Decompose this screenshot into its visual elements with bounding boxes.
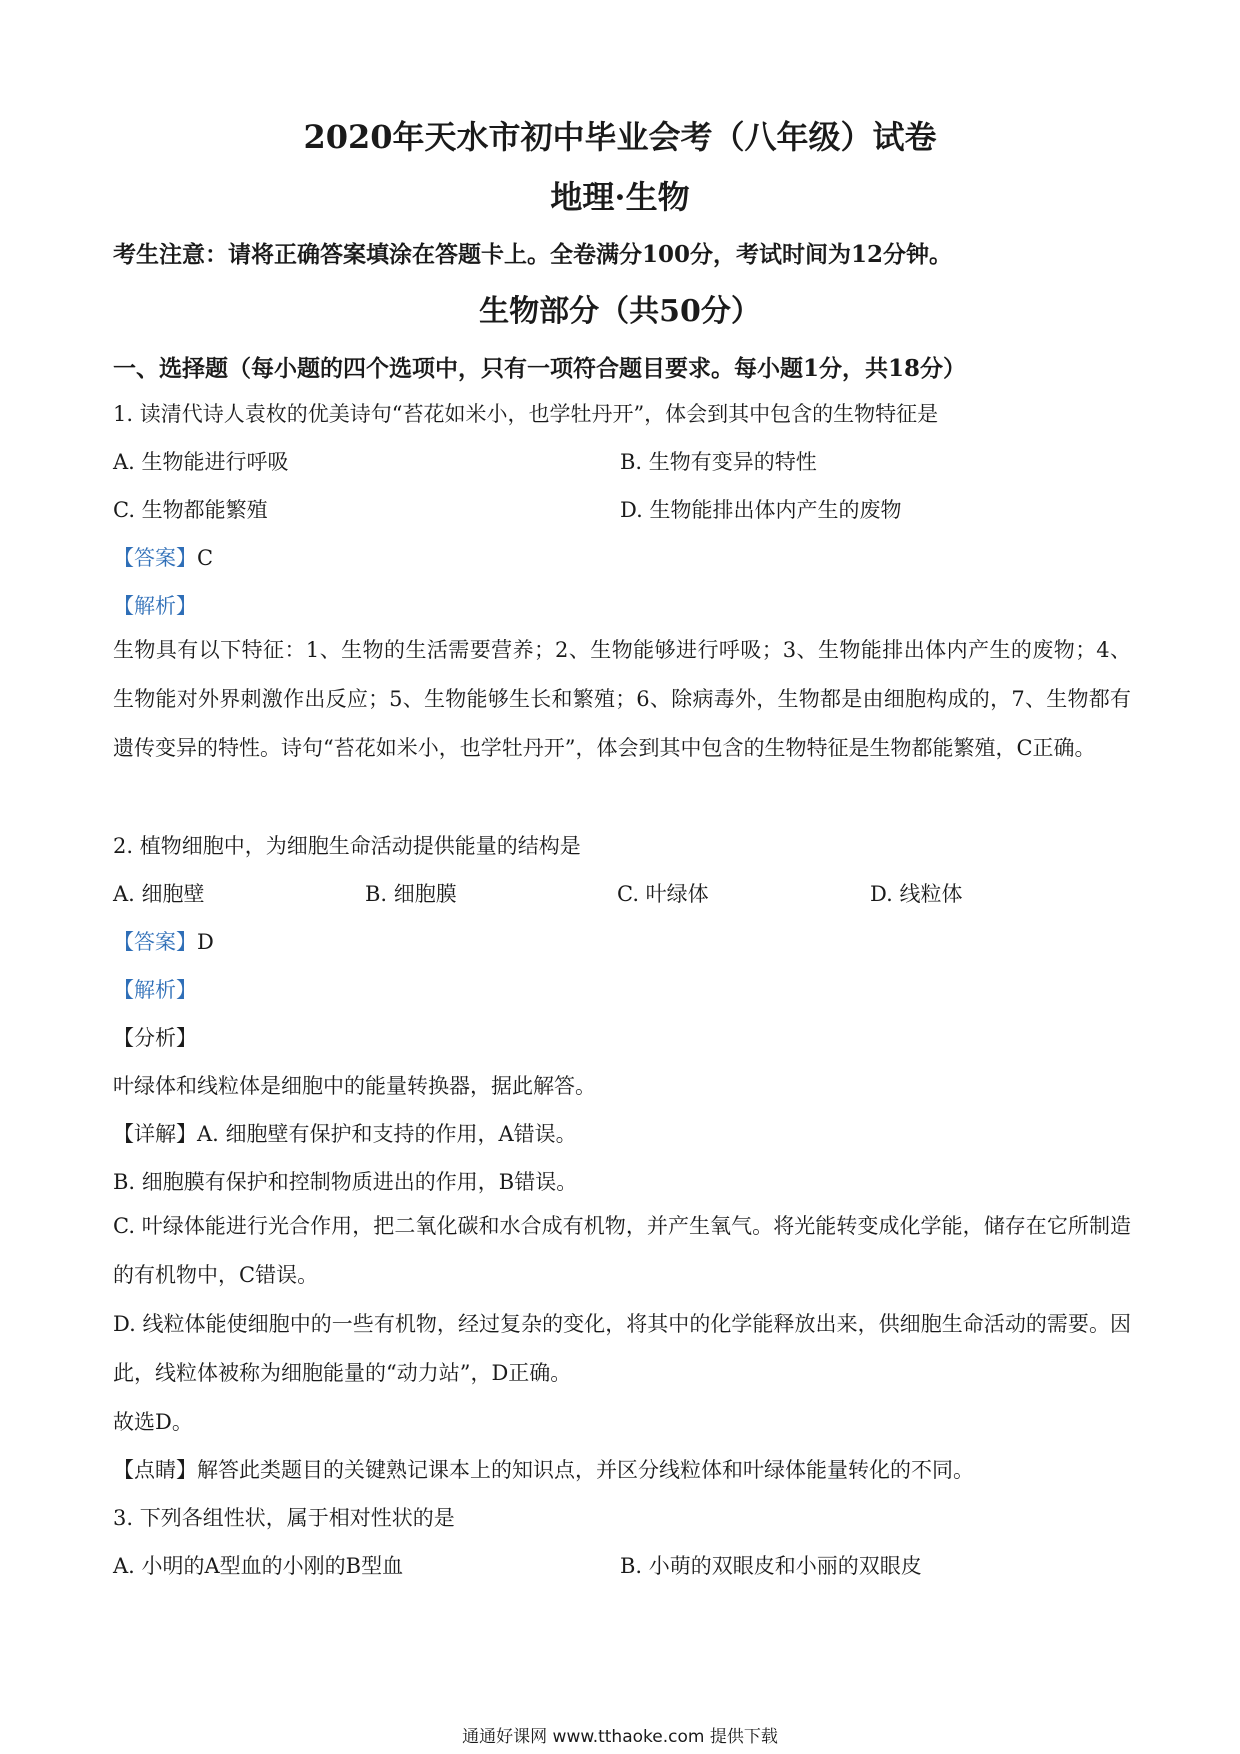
q2-option-a: A. 细胞壁: [113, 882, 205, 906]
answer-value: C: [197, 546, 214, 570]
q2-option-b: B. 细胞膜: [365, 882, 457, 906]
tip-text: 解答此类题目的关键熟记课本上的知识点，并区分线粒体和叶绿体能量转化的不同。: [197, 1458, 974, 1482]
q1-option-a: A. 生物能进行呼吸: [113, 450, 289, 474]
q1-option-c: C. 生物都能繁殖: [113, 498, 268, 522]
q1-analysis-tag: 【解析】: [113, 594, 197, 618]
answer-tag: 【答案】: [113, 930, 197, 954]
q1-answer: [113, 542, 213, 572]
tip-tag: 【点睛】: [113, 1458, 197, 1482]
q2-option-d: D. 线粒体: [870, 882, 963, 906]
answer-tag: 【答案】: [113, 546, 197, 570]
q3-option-a: A. 小明的A型血的小刚的B型血: [113, 1554, 404, 1578]
q1-stem: 1. 读清代诗人袁枚的优美诗句“苔花如米小，也学牡丹开”，体会到其中包含的生物特征是: [113, 402, 939, 426]
exam-title: 2020年天水市初中毕业会考（八年级）试卷: [303, 118, 937, 156]
q2-detail-a: [113, 1118, 577, 1148]
q1-option-b: B. 生物有变异的特性: [620, 450, 817, 474]
detail-tag: 【详解】: [113, 1122, 197, 1146]
answer-value: D: [197, 930, 214, 954]
q2-stem: 2. 植物细胞中，为细胞生命活动提供能量的结构是: [113, 834, 581, 858]
detail-a-text: A. 细胞壁有保护和支持的作用，A错误。: [197, 1122, 577, 1146]
q2-detail-d: D. 线粒体能使细胞中的一些有机物，经过复杂的变化，将其中的化学能释放出来，供细胞生命活动的需要。因此，线粒体被称为细胞能量的“动力站”，D正确。: [113, 1312, 1131, 1385]
q2-detail-c: C. 叶绿体能进行光合作用，把二氧化碳和水合成有机物，并产生氧气。将光能转变成化学能，储存在它所制造的有机物中，C错误。: [113, 1214, 1131, 1287]
section-title: 一、选择题（每小题的四个选项中，只有一项符合题目要求。每小题1分，共18分）: [113, 355, 967, 382]
footer-source: 通通好课网 www.tthaoke.com 提供下载: [462, 1727, 778, 1747]
exam-subtitle: 地理·生物: [550, 178, 690, 216]
q2-option-c: C. 叶绿体: [617, 882, 709, 906]
q2-conclusion: 故选D。: [113, 1410, 193, 1434]
q3-stem: 3. 下列各组性状，属于相对性状的是: [113, 1506, 455, 1530]
q2-fenxi-text: 叶绿体和线粒体是细胞中的能量转换器，据此解答。: [113, 1074, 596, 1098]
q1-option-d: D. 生物能排出体内产生的废物: [620, 498, 902, 522]
q2-analysis-tag: 【解析】: [113, 978, 197, 1002]
q2-answer: [113, 926, 214, 956]
q3-option-b: B. 小萌的双眼皮和小丽的双眼皮: [620, 1554, 922, 1578]
q2-fenxi-tag: 【分析】: [113, 1026, 197, 1050]
q2-tip: [113, 1454, 974, 1484]
exam-notice: 考生注意：请将正确答案填涂在答题卡上。全卷满分100分，考试时间为12分钟。: [113, 241, 953, 268]
q1-analysis-text: 生物具有以下特征：1、生物的生活需要营养；2、生物能够进行呼吸；3、生物能排出体内产生的废物；4、生物能对外界刺激作出反应；5、生物能够生长和繁殖；6、除病毒外，生物都是由细胞构成的，7、生物都有遗传变异的特性。诗句“苔花如米小，也学牡丹开”，体会到其中包含的生物特征是生物都能繁殖，C正确。: [113, 638, 1131, 760]
part-title: 生物部分（共50分）: [479, 294, 761, 329]
q2-detail-b: B. 细胞膜有保护和控制物质进出的作用，B错误。: [113, 1170, 578, 1194]
